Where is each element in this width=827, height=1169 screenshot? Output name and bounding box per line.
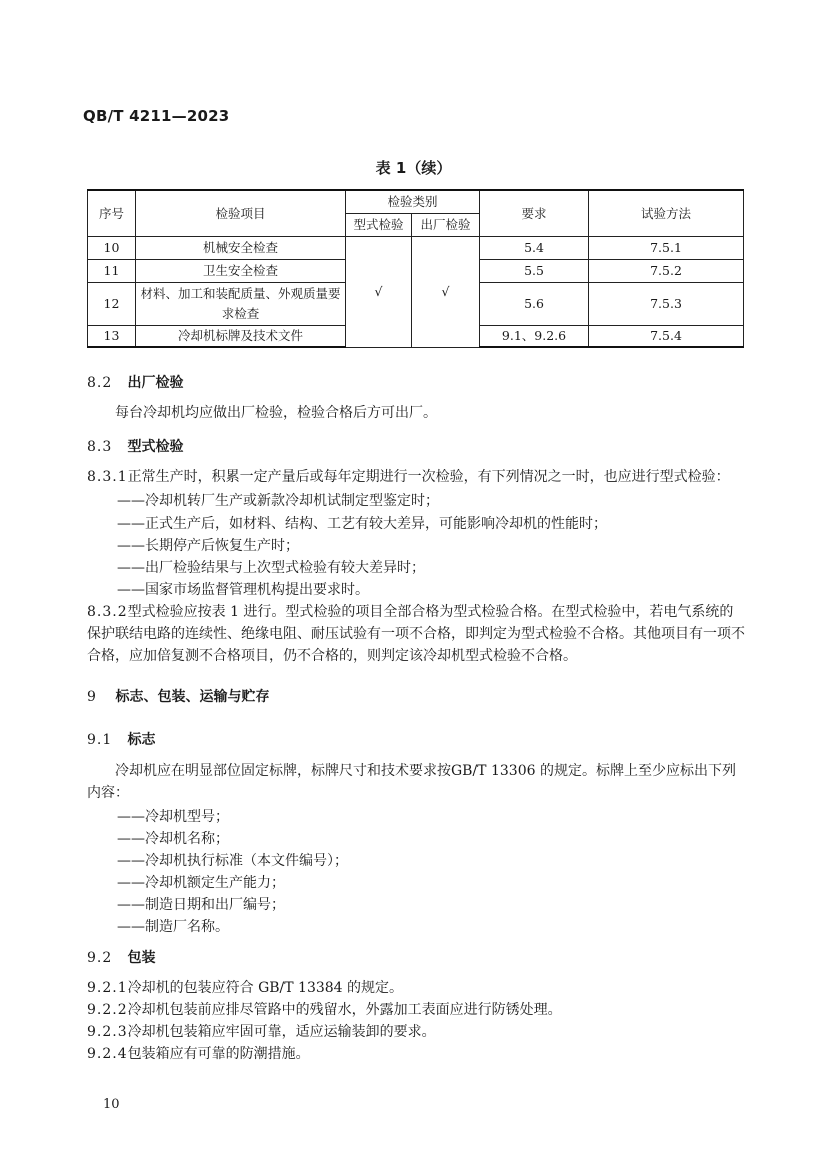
cell-item: 冷却机标牌及技术文件 xyxy=(136,326,346,348)
list-item: ——冷却机额定生产能力； xyxy=(117,875,285,891)
list-item: ——制造厂名称。 xyxy=(117,919,229,935)
cell-method: 7.5.4 xyxy=(589,326,744,348)
section-8-3-heading xyxy=(87,436,183,456)
clause-text: 包装箱应有可靠的防潮措施。 xyxy=(127,1046,310,1062)
cell-seq: 11 xyxy=(88,260,136,283)
cell-item: 机械安全检查 xyxy=(136,237,346,260)
section-8-2-heading xyxy=(87,372,183,392)
section-title: 包装 xyxy=(127,950,156,966)
clause-number: 9.2.3 xyxy=(87,1024,128,1040)
header-category: 检验类别 xyxy=(346,190,480,214)
standard-code: QB/T 4211—2023 xyxy=(83,107,230,125)
header-factory-test: 出厂检验 xyxy=(412,214,480,237)
clause-9-2-1 xyxy=(87,977,747,999)
cell-item: 材料、加工和装配质量、外观质量要求检查 xyxy=(136,283,346,326)
section-9-2-heading xyxy=(87,947,155,967)
list-item: ——冷却机执行标准（本文件编号）； xyxy=(117,853,348,869)
section-number: 9.2 xyxy=(87,950,113,966)
header-method: 试验方法 xyxy=(589,190,744,237)
clause-8-3-2 xyxy=(87,601,747,667)
clause-text: 型式检验应按表 1 进行。型式检验的项目全部合格为型式检验合格。在型式检验中，若电气系统的保护联结电路的连续性、绝缘电阻、耐压试验有一项不合格，即判定为型式检验不合格。其他项目有一项不合格，应加倍复测不合格项目，仍不合格的，则判定该冷却机型式检验不合格。 xyxy=(87,604,745,664)
type-test-check-mark: √ xyxy=(346,237,412,348)
clause-text: 冷却机包装箱应牢固可靠，适应运输装卸的要求。 xyxy=(127,1024,436,1040)
cell-requirement: 5.5 xyxy=(480,260,589,283)
cell-seq: 10 xyxy=(88,237,136,260)
cell-requirement: 9.1、9.2.6 xyxy=(480,326,589,348)
section-8-2-text: 每台冷却机均应做出厂检验，检验合格后方可出厂。 xyxy=(115,405,437,421)
list-item: ——出厂检验结果与上次型式检验有较大差异时； xyxy=(117,560,425,576)
section-title: 标志 xyxy=(127,732,156,748)
factory-test-check-mark: √ xyxy=(412,237,480,348)
list-item: ——正式生产后，如材料、结构、工艺有较大差异，可能影响冷却机的性能时； xyxy=(117,516,607,532)
section-9-1-text: 冷却机应在明显部位固定标牌，标牌尺寸和技术要求按GB/T 13306 的规定。标牌上至少应标出下列内容： xyxy=(87,763,736,801)
list-item: ——冷却机名称； xyxy=(117,831,229,847)
cell-method: 7.5.3 xyxy=(589,283,744,326)
clause-9-2-2 xyxy=(87,999,747,1021)
header-type-test: 型式检验 xyxy=(346,214,412,237)
cell-requirement: 5.4 xyxy=(480,237,589,260)
clause-number: 9.2.2 xyxy=(87,1002,128,1018)
clause-number: 8.3.2 xyxy=(87,604,128,620)
list-item: ——制造日期和出厂编号； xyxy=(117,897,285,913)
clause-number: 8.3.1 xyxy=(87,469,128,485)
list-item: ——国家市场监督管理机构提出要求时。 xyxy=(117,582,369,598)
header-requirement: 要求 xyxy=(480,190,589,237)
table-header-row xyxy=(88,190,744,214)
chapter-9-heading xyxy=(87,686,269,706)
page-number: 10 xyxy=(103,1097,120,1112)
chapter-number: 9 xyxy=(87,689,97,705)
clause-text: 冷却机包装前应排尽管路中的残留水，外露加工表面应进行防锈处理。 xyxy=(127,1002,562,1018)
cell-item: 卫生安全检查 xyxy=(136,260,346,283)
header-item: 检验项目 xyxy=(136,190,346,237)
list-item: ——冷却机型号； xyxy=(117,809,229,825)
cell-seq: 13 xyxy=(88,326,136,348)
cell-seq: 12 xyxy=(88,283,136,326)
section-title: 型式检验 xyxy=(127,439,184,455)
section-title: 出厂检验 xyxy=(127,375,184,391)
clause-9-2-4 xyxy=(87,1043,747,1065)
chapter-title: 标志、包装、运输与贮存 xyxy=(115,689,270,705)
section-number: 8.2 xyxy=(87,375,113,391)
clause-number: 9.2.4 xyxy=(87,1046,128,1062)
clause-8-3-1 xyxy=(87,466,747,488)
clause-number: 9.2.1 xyxy=(87,980,128,996)
clause-text: 冷却机的包装应符合 GB/T 13384 的规定。 xyxy=(127,980,404,996)
table-row xyxy=(88,237,744,260)
cell-method: 7.5.1 xyxy=(589,237,744,260)
clause-9-2-3 xyxy=(87,1021,747,1043)
section-number: 8.3 xyxy=(87,439,113,455)
section-9-1-heading xyxy=(87,729,155,749)
cell-method: 7.5.2 xyxy=(589,260,744,283)
list-item: ——长期停产后恢复生产时； xyxy=(117,538,299,554)
table-caption: 表 1（续） xyxy=(375,159,452,177)
list-item: ——冷却机转厂生产或新款冷却机试制定型鉴定时； xyxy=(117,493,439,509)
clause-text: 正常生产时，积累一定产量后或每年定期进行一次检验，有下列情况之一时，也应进行型式检验： xyxy=(127,469,730,485)
header-seq: 序号 xyxy=(88,190,136,237)
cell-requirement: 5.6 xyxy=(480,283,589,326)
section-number: 9.1 xyxy=(87,732,113,748)
inspection-table xyxy=(87,189,744,348)
